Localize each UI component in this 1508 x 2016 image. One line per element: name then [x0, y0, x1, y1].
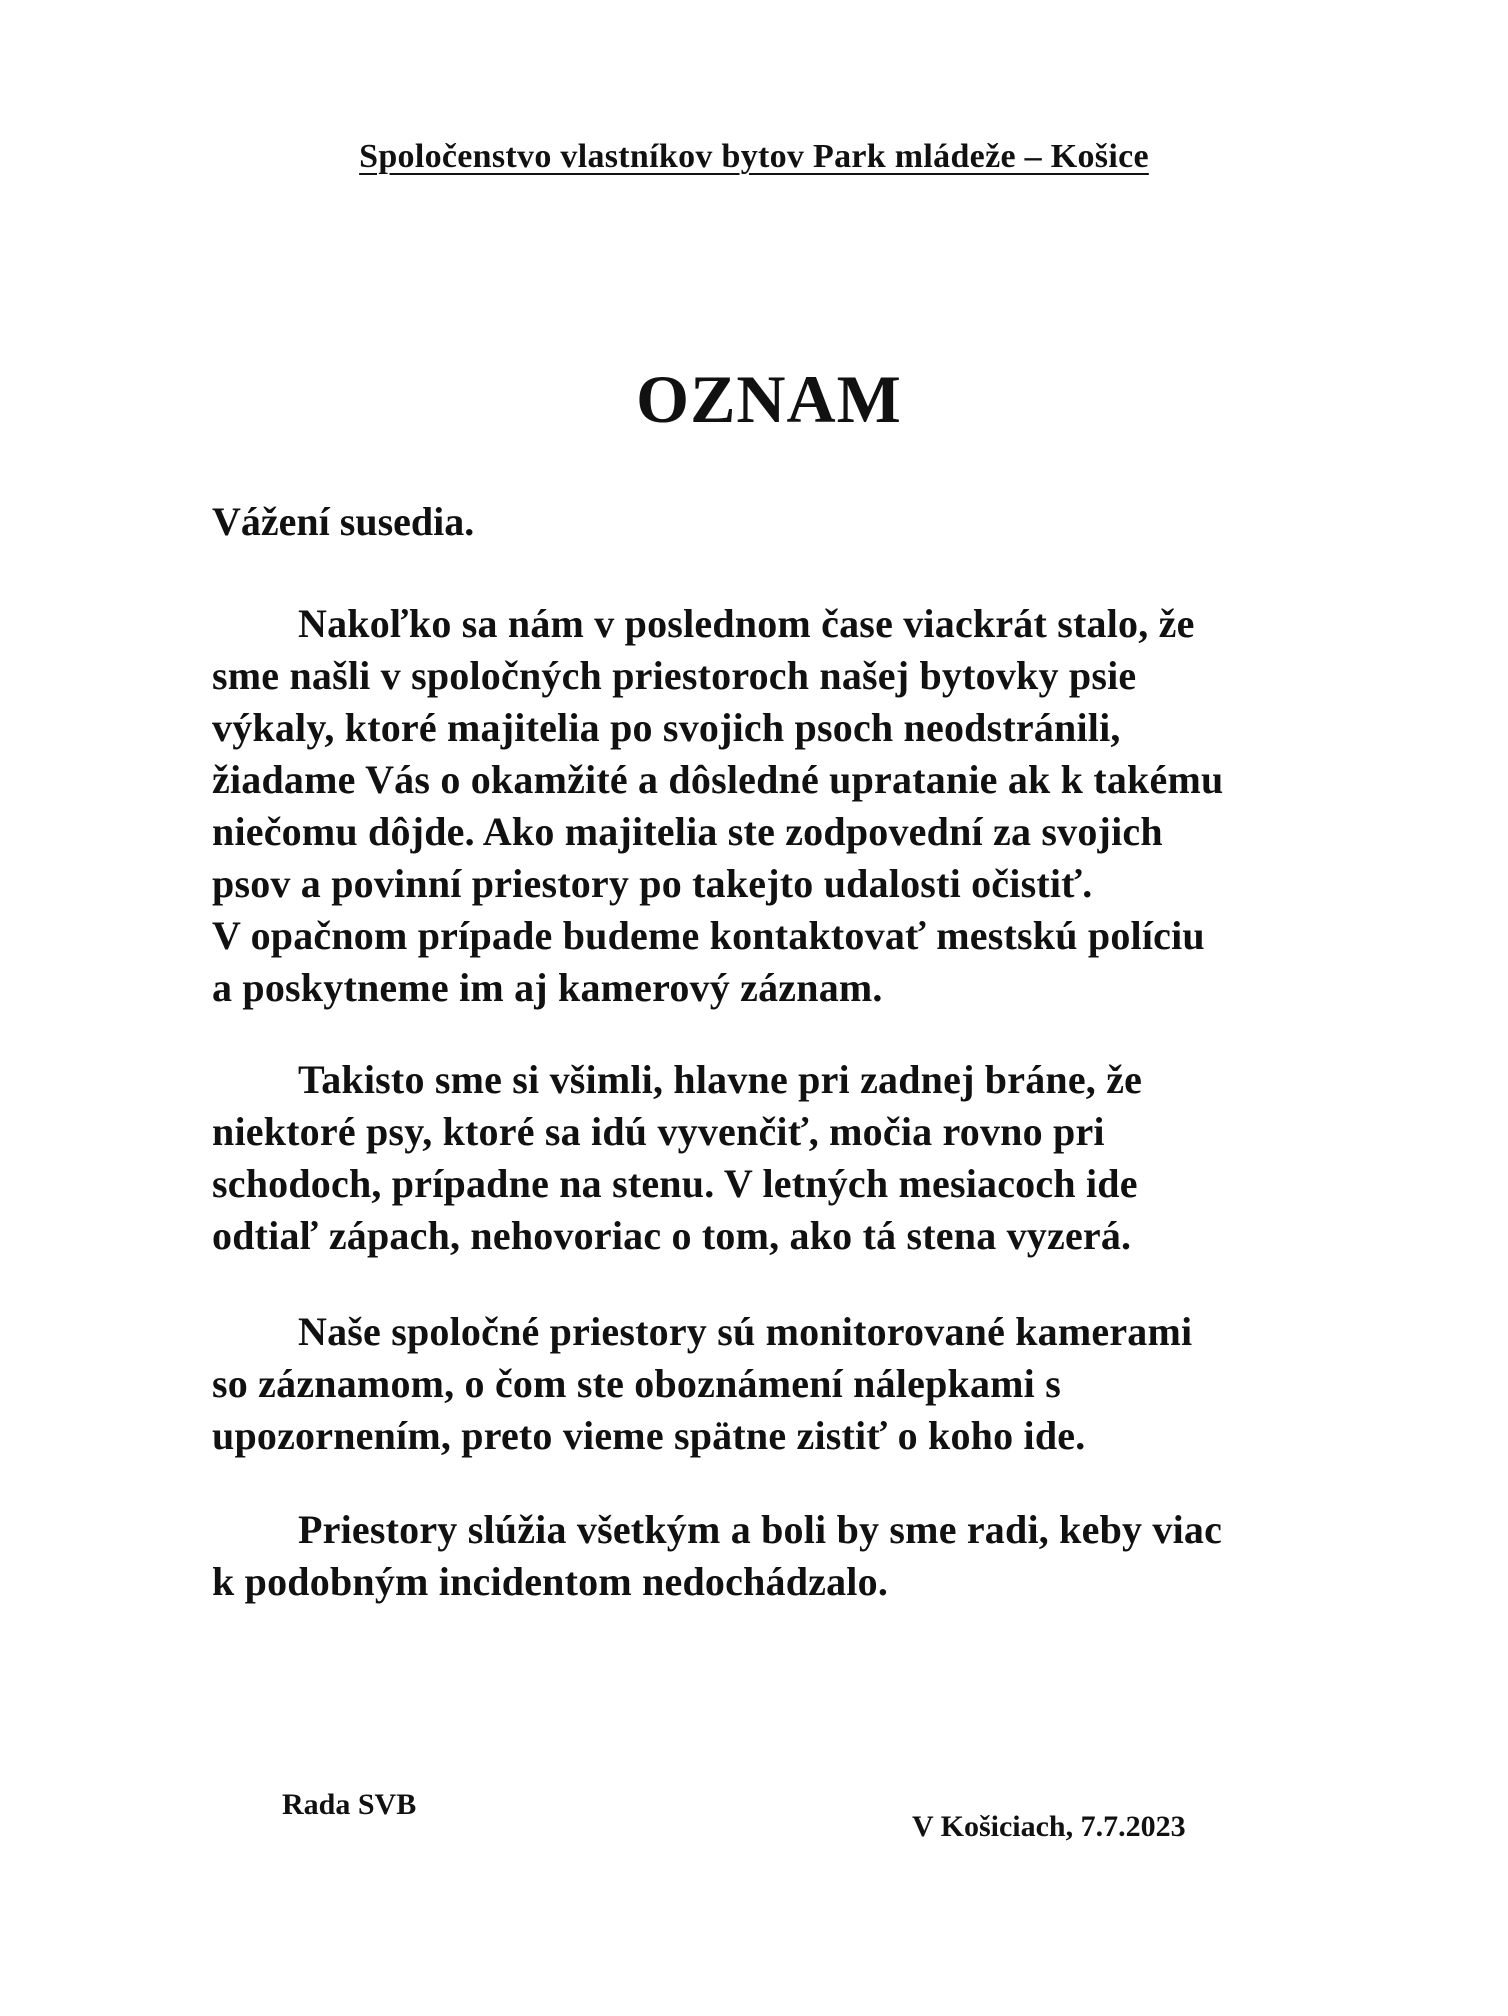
paragraph-line: k podobným incidentom nedochádzalo.: [212, 1559, 889, 1604]
paragraph-line: psov a povinní priestory po takejto udalosti očistiť.: [212, 861, 1093, 906]
paragraph-line: výkaly, ktoré majitelia po svojich psoch neodstránili,: [212, 705, 1121, 750]
paragraph-4: [212, 1504, 1332, 1608]
paragraph-line: Priestory slúžia všetkým a boli by sme radi, keby viac: [298, 1507, 1223, 1552]
paragraph-line: upozornením, preto vieme spätne zistiť o koho ide.: [212, 1413, 1086, 1458]
paragraph-line: schodoch, prípadne na stenu. V letných mesiacoch ide: [212, 1161, 1138, 1206]
paragraph-line: a poskytneme im aj kamerový záznam.: [212, 965, 883, 1010]
paragraph-line: Takisto sme si všimli, hlavne pri zadnej bráne, že: [298, 1057, 1143, 1102]
signature: Rada SVB: [282, 1788, 417, 1821]
paragraph-line: odtiaľ zápach, nehovoriac o tom, ako tá stena vyzerá.: [212, 1213, 1132, 1258]
organization-header: [0, 138, 1508, 176]
notice-title: OZNAM: [636, 361, 902, 437]
paragraph-1: [212, 598, 1332, 1014]
paragraph-2: [212, 1054, 1332, 1262]
paragraph-line: so záznamom, o čom ste oboznámení nálepkami s: [212, 1361, 1061, 1406]
paragraph-line: Nakoľko sa nám v poslednom čase viackrát stalo, že: [298, 601, 1195, 646]
paragraph-line: niečomu dôjde. Ako majitelia ste zodpovední za svojich: [212, 809, 1163, 854]
salutation: Vážení susedia.: [212, 499, 475, 544]
place-and-date: V Košiciach, 7.7.2023: [912, 1810, 1186, 1843]
paragraph-3: [212, 1306, 1332, 1462]
paragraph-line: V opačnom prípade budeme kontaktovať mestskú políciu: [212, 913, 1205, 958]
paragraph-line: sme našli v spoločných priestoroch našej bytovky psie: [212, 653, 1137, 698]
paragraph-line: žiadame Vás o okamžité a dôsledné upratanie ak k takému: [212, 757, 1224, 802]
paragraph-line: Naše spoločné priestory sú monitorované kamerami: [298, 1309, 1193, 1354]
paragraph-line: niektoré psy, ktoré sa idú vyvenčiť, močia rovno pri: [212, 1109, 1105, 1154]
organization-name: Spoločenstvo vlastníkov bytov Park mládeže – Košice: [359, 138, 1149, 175]
